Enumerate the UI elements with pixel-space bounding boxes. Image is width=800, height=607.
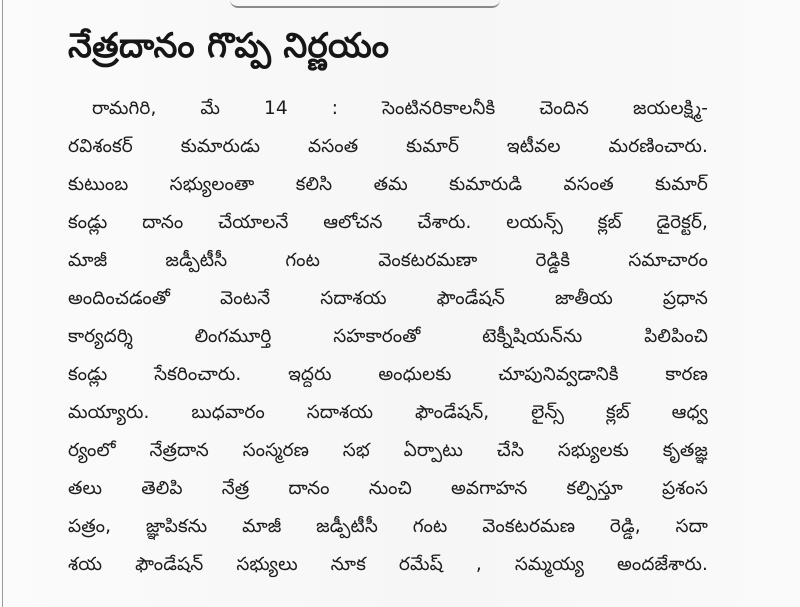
article-line: ర్యంలో నేత్రదాన సంస్మరణ సభ ఏర్పాటు చేసి సభ్యులకు కృతజ్ఞ [68,440,708,461]
article-line: అందించడంతో వెంటనే సదాశయ ఫౌండేషన్ జాతీయ ప్రధాన [68,288,708,309]
article-line: పత్రం, జ్ఞాపికను మాజీ జడ్పీటీసీ గంట వెంకటరమణ రెడ్డి, సదా [68,516,708,537]
article-line: రామగిరి, మే 14 : సెంటినరికాలనీకి చెందిన జయలక్ష్మి- [92,98,708,119]
article-line: మాజీ జడ్పీటీసీ గంట వెంకటరమణా రెడ్డికి సమాచారం [68,250,708,271]
column-rule [2,0,3,607]
article-line: రవిశంకర్ కుమారుడు వసంత కుమార్ ఇటీవల మరణించారు. [68,136,708,157]
article-line: తలు తెలిపి నేత్ర దానం నుంచి అవగాహన కల్పిస్తూ ప్రశంస [68,478,708,499]
article-line: కుటుంబ సభ్యులంతా కలిసి తమ కుమారుడి వసంత కుమార్ [68,174,708,195]
article-line: కార్యదర్శి లింగమూర్తి సహకారంతో టెక్నీషియన్‌ను పిలిపించి [68,326,708,347]
article-line: శయ ఫౌండేషన్ సభ్యులు నూక రమేష్ , సమ్మయ్య అందజేశారు. [68,554,708,575]
cut-off-top-text [230,0,500,8]
article-body [68,90,708,584]
article-headline: నేత్రదానం గొప్ప నిర్ణయం [68,26,390,66]
article-line: కండ్లు దానం చేయాలనే ఆలోచన చేశారు. లయన్స్ క్లబ్ డైరెక్టర్, [68,212,708,233]
article-line: మయ్యారు. బుధవారం సదాశయ ఫౌండేషన్, లైన్స్ క్లబ్ ఆధ్వ [68,402,708,423]
article-line: కండ్లు సేకరించారు. ఇద్దరు అంధులకు చూపునివ్వడానికి కారణ [68,364,708,385]
